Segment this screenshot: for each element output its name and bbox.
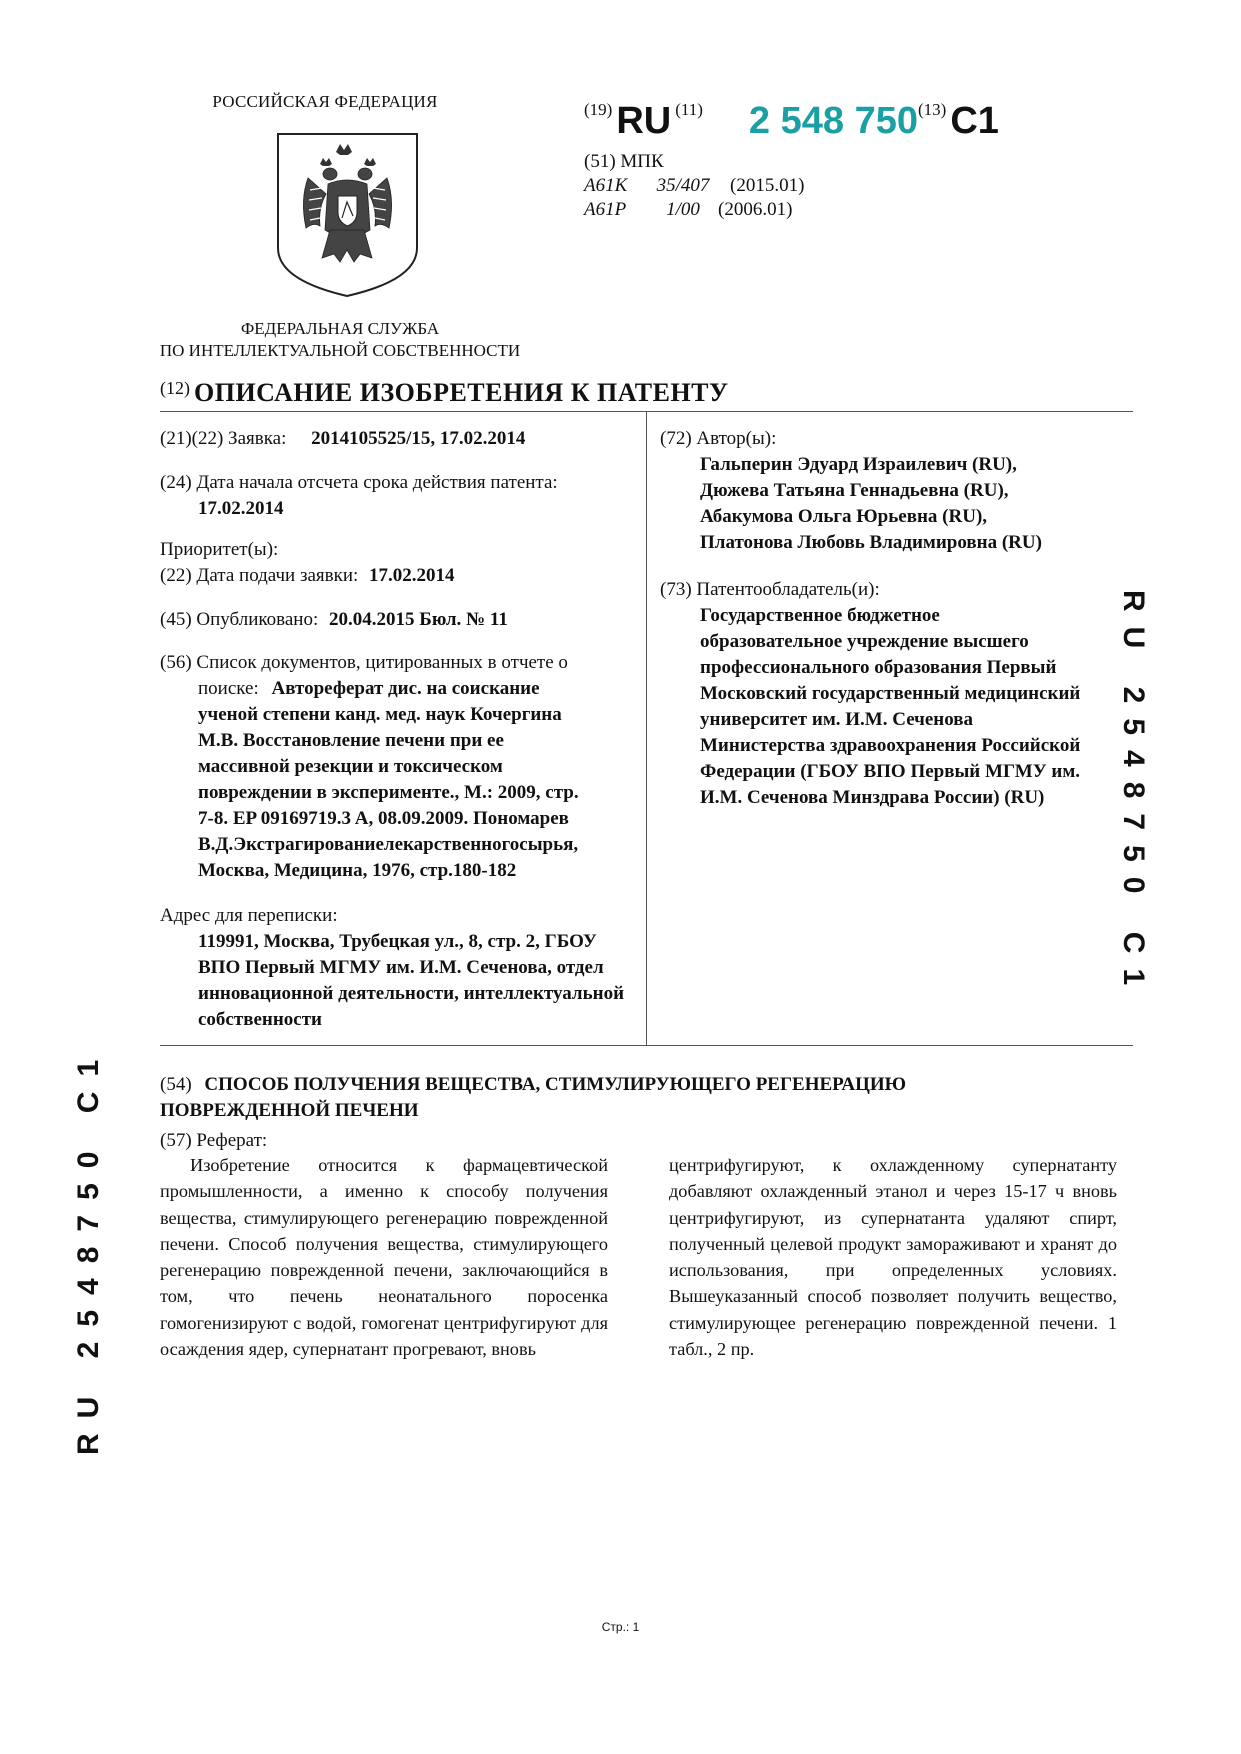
cited-label-cont: поиске:: [198, 678, 259, 699]
ipc-row: [584, 198, 804, 222]
cited-line: В.Д.Экстрагированиелекарственногосырья,: [198, 834, 579, 855]
priority-field: [160, 537, 455, 589]
cited-line: М.В. Восстановление печени при ее: [198, 730, 504, 751]
author-name: Дюжева Татьяна Геннадьевна (RU),: [700, 480, 1009, 501]
side-publication-number-left: RU 2548750 C1: [72, 1044, 105, 1455]
divider-vertical: [646, 411, 647, 1045]
address-line: 119991, Москва, Трубецкая ул., 8, стр. 2, ГБОУ: [198, 931, 597, 952]
ipc-group: 1/00: [666, 199, 700, 220]
document-title: [160, 378, 729, 408]
document-title-text: ОПИСАНИЕ ИЗОБРЕТЕНИЯ К ПАТЕНТУ: [194, 378, 729, 407]
term-field: [160, 470, 558, 522]
ipc-class: A61K: [584, 175, 628, 196]
owner-line: Государственное бюджетное: [700, 605, 940, 626]
owner-line: университет им. И.М. Сеченова: [700, 709, 974, 730]
address-label: Адрес для переписки:: [160, 905, 338, 926]
country-code: RU: [616, 100, 672, 142]
filing-label: (22) Дата подачи заявки:: [160, 565, 359, 586]
owner-line: образовательное учреждение высшего: [700, 631, 1029, 652]
inid-54: (54): [160, 1074, 192, 1095]
inid-13: (13): [917, 100, 947, 119]
address-line: собственности: [198, 1009, 323, 1030]
published-value: 20.04.2015 Бюл. № 11: [329, 609, 508, 630]
inid-12: (12): [160, 378, 190, 398]
ipc-class: A61P: [584, 199, 627, 220]
published-label: (45) Опубликовано:: [160, 609, 319, 630]
ipc-version: (2006.01): [718, 199, 793, 220]
author-name: Абакумова Ольга Юрьевна (RU),: [700, 506, 988, 527]
invention-title-line: ПОВРЕЖДЕННОЙ ПЕЧЕНИ: [160, 1100, 419, 1121]
ipc-group: 35/407: [656, 175, 710, 196]
cited-line: повреждении в эксперименте., М.: 2009, стр.: [198, 782, 579, 803]
agency-name: [120, 318, 560, 362]
application-label: (21)(22) Заявка:: [160, 428, 287, 449]
cited-line: Москва, Медицина, 1976, стр.180-182: [198, 860, 517, 881]
cited-line: 7-8. EP 09169719.3 A, 08.09.2009. Пономарев: [198, 808, 569, 829]
cited-label: (56) Список документов, цитированных в отчете о: [160, 652, 568, 673]
side-publication-number-right: RU 2548750 C1: [1117, 590, 1150, 1001]
filing-value: 17.02.2014: [369, 565, 455, 586]
invention-title: [160, 1072, 1060, 1124]
inid-11: (11): [675, 100, 703, 119]
filing-field: [160, 563, 455, 589]
ipc-row: [584, 174, 804, 198]
kind-code: C1: [950, 100, 999, 142]
abstract-column-2: центрифугируют, к охлажденному супернатанту добавляют охлажденный этанол и через 15-17 ч вновь центрифугируют, из супернатанта удаляют спирт, полученный целевой продукт замораживают и хранят до использования, при определенных условиях. Вышеуказанный способ позволяет получить вещество, стимулирующее регенерацию поврежденной печени. 1 табл., 2 пр.: [669, 1155, 1117, 1360]
cited-line: Автореферат дис. на соискание: [271, 678, 540, 699]
cited-line: ученой степени канд. мед. наук Кочергина: [198, 704, 562, 725]
inid-19: (19): [584, 100, 613, 119]
ipc-block: [584, 150, 804, 222]
application-value: 2014105525/15, 17.02.2014: [311, 428, 526, 449]
publication-number-block: [584, 100, 999, 150]
divider-bottom: [160, 1045, 1133, 1046]
cited-line: массивной резекции и токсическом: [198, 756, 503, 777]
authors-label: (72) Автор(ы):: [660, 428, 777, 449]
term-value: 17.02.2014: [198, 498, 284, 519]
address-line: ВПО Первый МГМУ им. И.М. Сеченова, отдел: [198, 957, 604, 978]
owner-line: И.М. Сеченова Минздрава России) (RU): [700, 787, 1045, 808]
address-field: [160, 903, 624, 1033]
address-line: инновационной деятельности, интеллектуальной: [198, 983, 625, 1004]
application-field: [160, 426, 525, 452]
published-field: [160, 607, 508, 633]
author-name: Гальперин Эдуард Израилевич (RU),: [700, 454, 1017, 475]
term-label: (24) Дата начала отсчета срока действия патента:: [160, 472, 558, 493]
owner-line: Федерации (ГБОУ ВПО Первый МГМУ им.: [700, 761, 1081, 782]
owner-label: (73) Патентообладатель(и):: [660, 579, 880, 600]
ipc-version: (2015.01): [730, 175, 805, 196]
authors-field: [660, 426, 1042, 556]
owner-line: Министерства здравоохранения Российской: [700, 735, 1081, 756]
page-number: Стр.: 1: [601, 1620, 640, 1634]
abstract-label: (57) Реферат:: [160, 1130, 268, 1151]
abstract-column-1: Изобретение относится к фармацевтической промышленности, а именно к способу получения вещества, стимулирующего регенерацию поврежденной печени. Способ получения вещества, стимулирующего регенерацию поврежденной печени, заключающийся в том, что печень неонатального поросенка гомогенизируют с водой, гомогенат центрифугируют для осаждения ядер, супернатант прогревают, вновь: [160, 1155, 608, 1360]
country-name: РОССИЙСКАЯ ФЕДЕРАЦИЯ: [212, 92, 438, 111]
ipc-label: (51) МПК: [584, 151, 664, 172]
agency-line-1: ФЕДЕРАЛЬНАЯ СЛУЖБА: [240, 319, 440, 338]
owner-line: профессионального образования Первый: [700, 657, 1057, 678]
priority-label: Приоритет(ы):: [160, 539, 279, 560]
cited-documents: [160, 650, 640, 884]
patent-number: 2 548 750: [748, 100, 918, 142]
author-name: Платонова Любовь Владимировна (RU): [700, 532, 1042, 553]
owner-line: Московский государственный медицинский: [700, 683, 1081, 704]
agency-line-2: ПО ИНТЕЛЛЕКТУАЛЬНОЙ СОБСТВЕННОСТИ: [159, 341, 521, 360]
owner-field: [660, 577, 1080, 811]
coat-of-arms-icon: [270, 130, 425, 300]
invention-title-line: СПОСОБ ПОЛУЧЕНИЯ ВЕЩЕСТВА, СТИМУЛИРУЮЩЕГО РЕГЕНЕРАЦИЮ: [204, 1074, 907, 1095]
